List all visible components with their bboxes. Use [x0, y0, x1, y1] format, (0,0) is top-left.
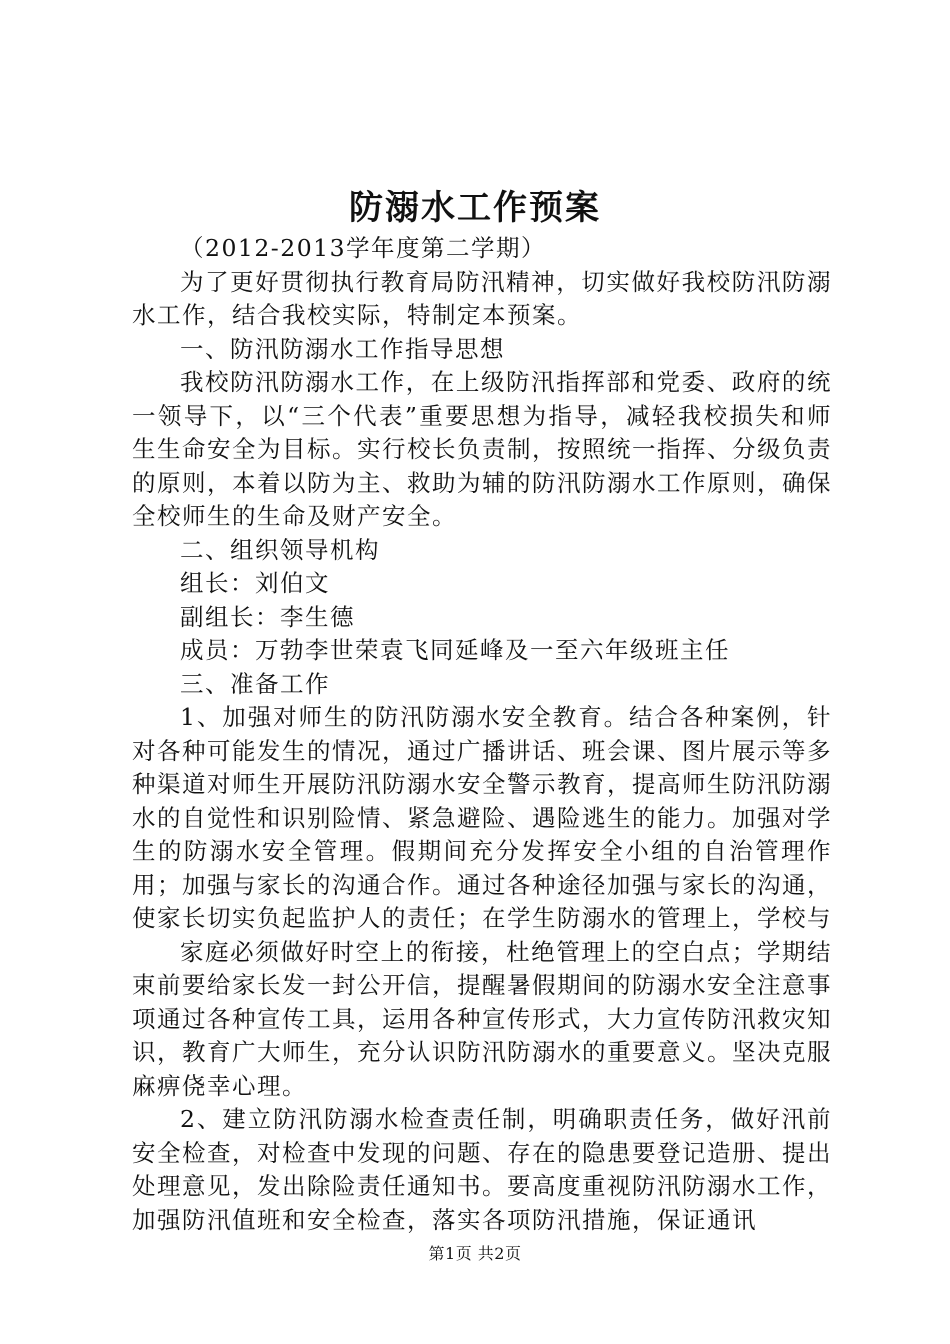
section-heading-2: 二、组织领导机构	[180, 535, 380, 564]
document-body	[132, 232, 832, 1237]
team-leader-line: 组长：刘伯文	[180, 569, 330, 597]
page-footer: 第1页 共2页	[428, 1244, 522, 1263]
document-title: 防溺水工作预案	[349, 188, 601, 228]
section-heading-3: 三、准备工作	[180, 669, 330, 698]
section-heading-1: 一、防汛防溺水工作指导思想	[180, 334, 505, 363]
preparation-paragraph-2: 2、建立防汛防溺水检查责任制，明确职责任务，做好汛前安全检查，对检查中发现的问题、存在的隐患要登记造册、提出处理意见，发出除险责任通知书。要高度重视防汛防溺水工作，加强防汛值班和安全检查，落实各项防汛措施，保证通讯	[132, 1105, 832, 1234]
preparation-paragraph-1-continued: 家庭必须做好时空上的衔接，杜绝管理上的空白点；学期结束前要给家长发一封公开信，提醒暑假期间的防溺水安全注意事项通过各种宣传工具，运用各种宣传形式，大力宣传防汛救灾知识，教育广大师生，充分认识防汛防溺水的重要意义。坚决克服麻痹侥幸心理。	[132, 937, 832, 1100]
semester-line: （2012-2013学年度第二学期）	[180, 234, 547, 262]
preparation-paragraph-1: 1、加强对师生的防汛防溺水安全教育。结合各种案例，针对各种可能发生的情况，通过广播讲话、班会课、图片展示等多种渠道对师生开展防汛防溺水安全警示教育，提高师生防汛防溺水的自觉性和识别险情、紧急避险、遇险逃生的能力。加强对学生的防溺水安全管理。假期间充分发挥安全小组的自治管理作用；加强与家长的沟通合作。通过各种途径加强与家长的沟通，使家长切实负起监护人的责任；在学生防溺水的管理上，学校与	[132, 703, 832, 932]
intro-paragraph: 为了更好贯彻执行教育局防汛精神，切实做好我校防汛防溺水工作，结合我校实际，特制定本预案。	[132, 267, 832, 329]
members-line: 成员：万勃李世荣袁飞同延峰及一至六年级班主任	[180, 636, 730, 664]
deputy-leader-line: 副组长：李生德	[180, 602, 355, 631]
guiding-thought-paragraph: 我校防汛防溺水工作，在上级防汛指挥部和党委、政府的统一领导下，以“三个代表”重要思想为指导，减轻我校损失和师生生命安全为目标。实行校长负责制，按照统一指挥、分级负责的原则，本着以防为主、救助为辅的防汛防溺水工作原则，确保全校师生的生命及财产安全。	[132, 368, 832, 530]
